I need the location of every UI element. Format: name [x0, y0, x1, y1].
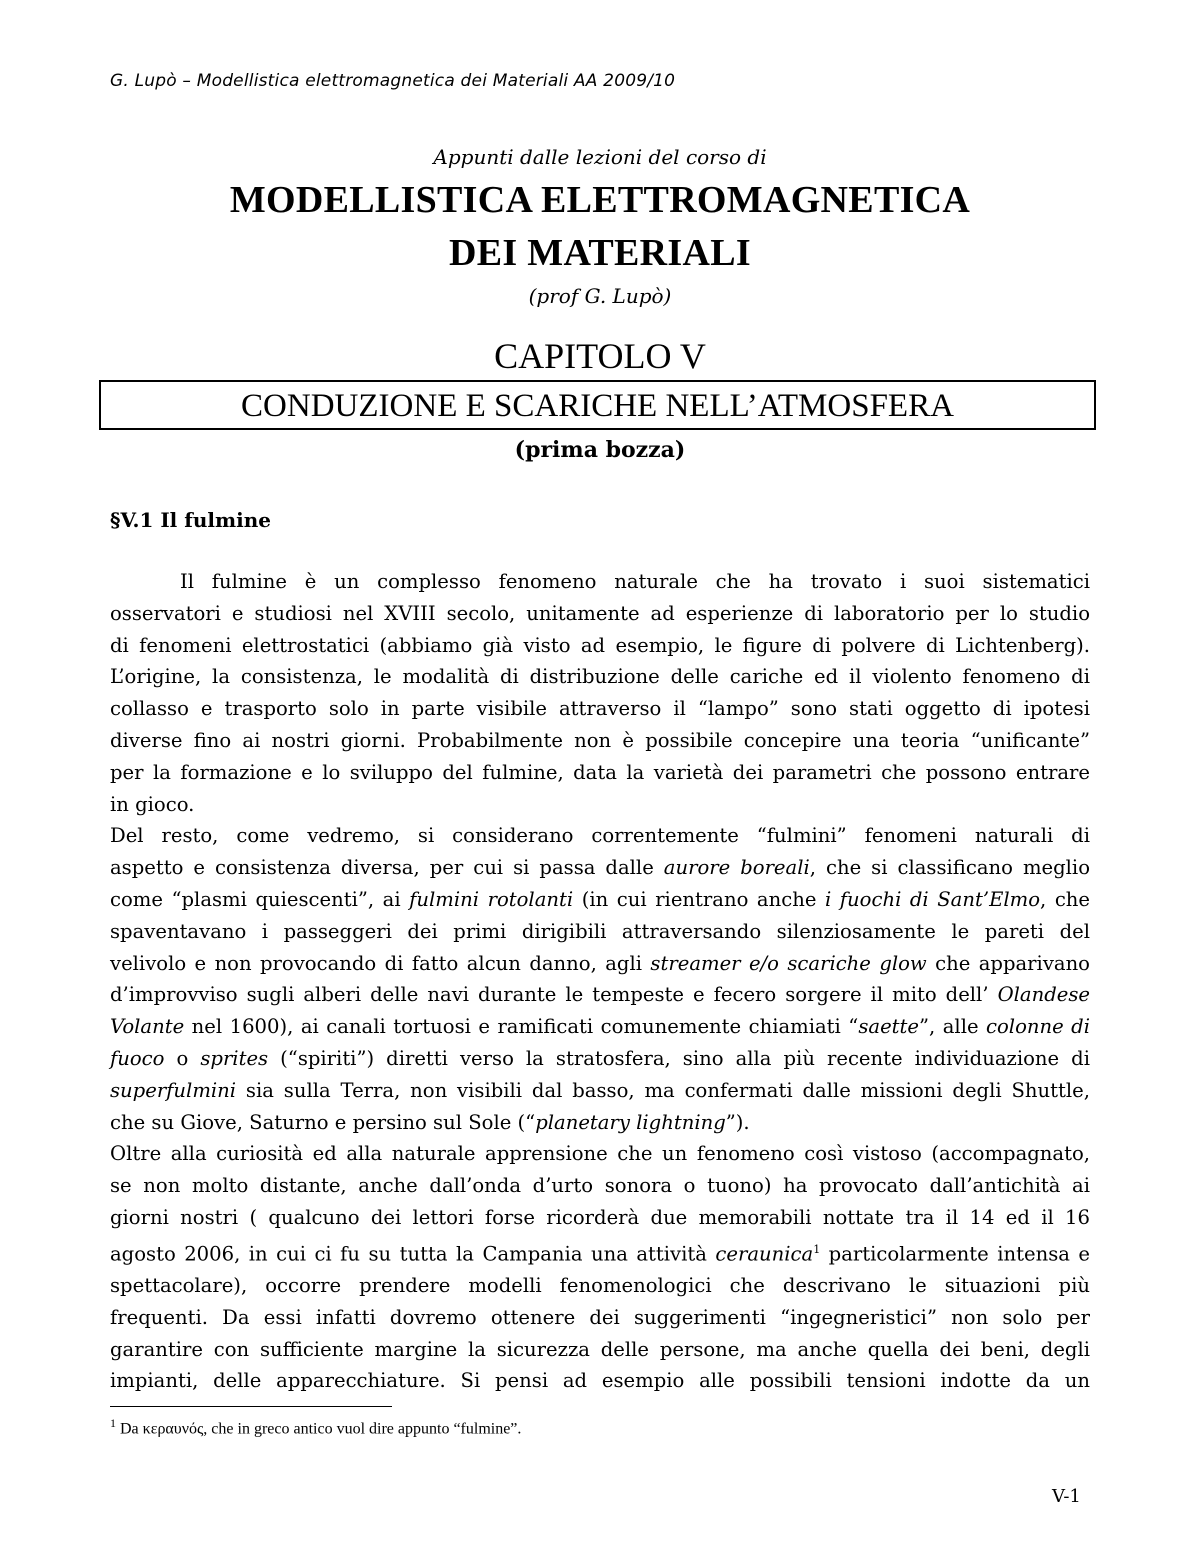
body-line: collasso e trasporto solo in parte visibile attraverso il “lampo” sono stati oggetto di ipotesi [110, 697, 1090, 721]
text-run: che su Giove, Saturno e persino sul Sole (“ [110, 1110, 536, 1134]
body-line: per la formazione e lo sviluppo del fulmine, data la varietà dei parametri che possono entrare [110, 760, 1090, 784]
text-run: come “plasmi quiescenti”, ai [110, 887, 410, 911]
body-line [110, 1107, 1090, 1139]
footnote-marker: 1 [110, 1416, 116, 1430]
subtitle: Appunti dalle lezioni del corso di [433, 145, 767, 169]
section-heading: §V.1 Il fulmine [110, 508, 272, 532]
text-run: sia sulla Terra, non visibili dal basso, ma confermati dalle missioni degli Shuttle, [236, 1078, 1090, 1102]
main-title-line-2: DEI MATERIALI [449, 232, 751, 274]
text-run: o [164, 1046, 201, 1070]
emphasis: saette [858, 1015, 920, 1039]
emphasis: sprites [200, 1046, 269, 1070]
emphasis: aurore boreali [663, 856, 810, 880]
body-line: spaventavano i passeggeri dei primi dirigibili attraversando silenziosamente le pareti del [110, 919, 1090, 943]
emphasis: fuoco [110, 1046, 165, 1070]
emphasis: i fuochi di Sant’Elmo [824, 887, 1041, 911]
page-number: V-1 [1052, 1486, 1081, 1507]
body-line [110, 1011, 1090, 1043]
emphasis: ceraunica [715, 1242, 814, 1266]
body-line: garantire con sufficiente margine la sicurezza delle persone, ma anche quella dei beni, degli [110, 1337, 1090, 1361]
text-run: (“spiriti”) diretti verso la stratosfera, sino alla più recente individuazione di [268, 1046, 1090, 1070]
body-line: giorni nostri ( qualcuno dei lettori forse ricorderà due memorabili nottate tra il 14 ed il 16 [110, 1205, 1090, 1229]
footnote-reference[interactable]: 1 [813, 1242, 821, 1256]
emphasis: superfulmini [110, 1078, 237, 1102]
body-line [110, 1234, 1090, 1270]
body-line: di fenomeni elettrostatici (abbiamo già visto ad esempio, le figure di polvere di Lichtenberg). [110, 633, 1090, 657]
body-text [110, 566, 1090, 1397]
footnote-text: Da κεραυνός, che in greco antico vuol dire appunto “fulmine”. [116, 1420, 522, 1438]
chapter-number: CAPITOLO V [494, 336, 706, 376]
text-run: , che [1040, 887, 1091, 911]
main-title-line-1: MODELLISTICA ELETTROMAGNETICA [229, 179, 971, 221]
body-line: diverse fino ai nostri giorni. Probabilmente non è possibile concepire una teoria “unificante” [110, 728, 1090, 752]
text-run: agosto 2006, in cui ci fu su tutta la Campania una attività [110, 1242, 716, 1266]
emphasis: fulmini rotolanti [409, 887, 574, 911]
footnote-separator [110, 1406, 392, 1407]
footnote [110, 1416, 521, 1438]
body-line: L’origine, la consistenza, le modalità di distribuzione delle cariche ed il violento fenomeno di [110, 665, 1090, 689]
body-line [110, 948, 1090, 980]
text-run: ”, alle [919, 1015, 987, 1039]
text-run: (in cui rientrano anche [573, 887, 825, 911]
body-line [110, 1043, 1090, 1075]
text-run: velivolo e non provocando di fatto alcun danno, agli [110, 951, 651, 975]
draft-note: (prima bozza) [514, 437, 686, 463]
body-line: se non molto distante, anche dall’onda d’urto sonora o tuono) ha provocato dall’antichità ai [110, 1174, 1090, 1198]
body-line: Il fulmine è un complesso fenomeno naturale che ha trovato i suoi sistematici [180, 570, 1090, 593]
body-line: spettacolare), occorre prendere modelli fenomenologici che descrivano le situazioni più [110, 1274, 1090, 1298]
body-line: impianti, delle apparecchiature. Si pensi ad esempio alle possibili tensioni indotte da un [110, 1369, 1090, 1393]
body-line [110, 852, 1090, 884]
body-line: frequenti. Da essi infatti dovremo ottenere dei suggerimenti “ingegneristici” non solo per [110, 1305, 1090, 1329]
body-line: Oltre alla curiosità ed alla naturale apprensione che un fenomeno così vistoso (accompagnato, [110, 1142, 1090, 1166]
text-run: d’improvviso sugli alberi delle navi durante le tempeste e fecero sorgere il mito dell’ [110, 983, 998, 1007]
body-line: Del resto, come vedremo, si considerano correntemente “fulmini” fenomeni naturali di [110, 824, 1090, 848]
chapter-title-box [99, 380, 1096, 430]
text-run: aspetto e consistenza diversa, per cui si passa dalle [110, 856, 664, 880]
running-header: G. Lupò – Modellistica elettromagnetica dei Materiali AA 2009/10 [110, 71, 676, 91]
text-run: nel 1600), ai canali tortuosi e ramificati comunemente chiamiati “ [184, 1015, 859, 1039]
author: (prof G. Lupò) [528, 284, 672, 308]
emphasis: colonne di [986, 1015, 1090, 1039]
chapter-title: CONDUZIONE E SCARICHE NELL’ATMOSFERA [241, 388, 954, 424]
emphasis: streamer e/o scariche glow [650, 951, 927, 975]
body-line: in gioco. [110, 792, 195, 816]
emphasis: planetary lightning [535, 1110, 726, 1134]
emphasis: Volante [110, 1015, 185, 1039]
body-line [110, 979, 1090, 1011]
body-line: osservatori e studiosi nel XVIII secolo, unitamente ad esperienze di laboratorio per lo studio [110, 601, 1090, 625]
body-line [110, 884, 1090, 916]
text-run: particolarmente intensa e [820, 1242, 1090, 1266]
body-line [110, 1075, 1090, 1107]
emphasis: Olandese [997, 983, 1090, 1007]
text-run: che apparivano [926, 951, 1090, 975]
text-run: , che si classificano meglio [809, 856, 1090, 880]
text-run: ”). [725, 1110, 750, 1134]
